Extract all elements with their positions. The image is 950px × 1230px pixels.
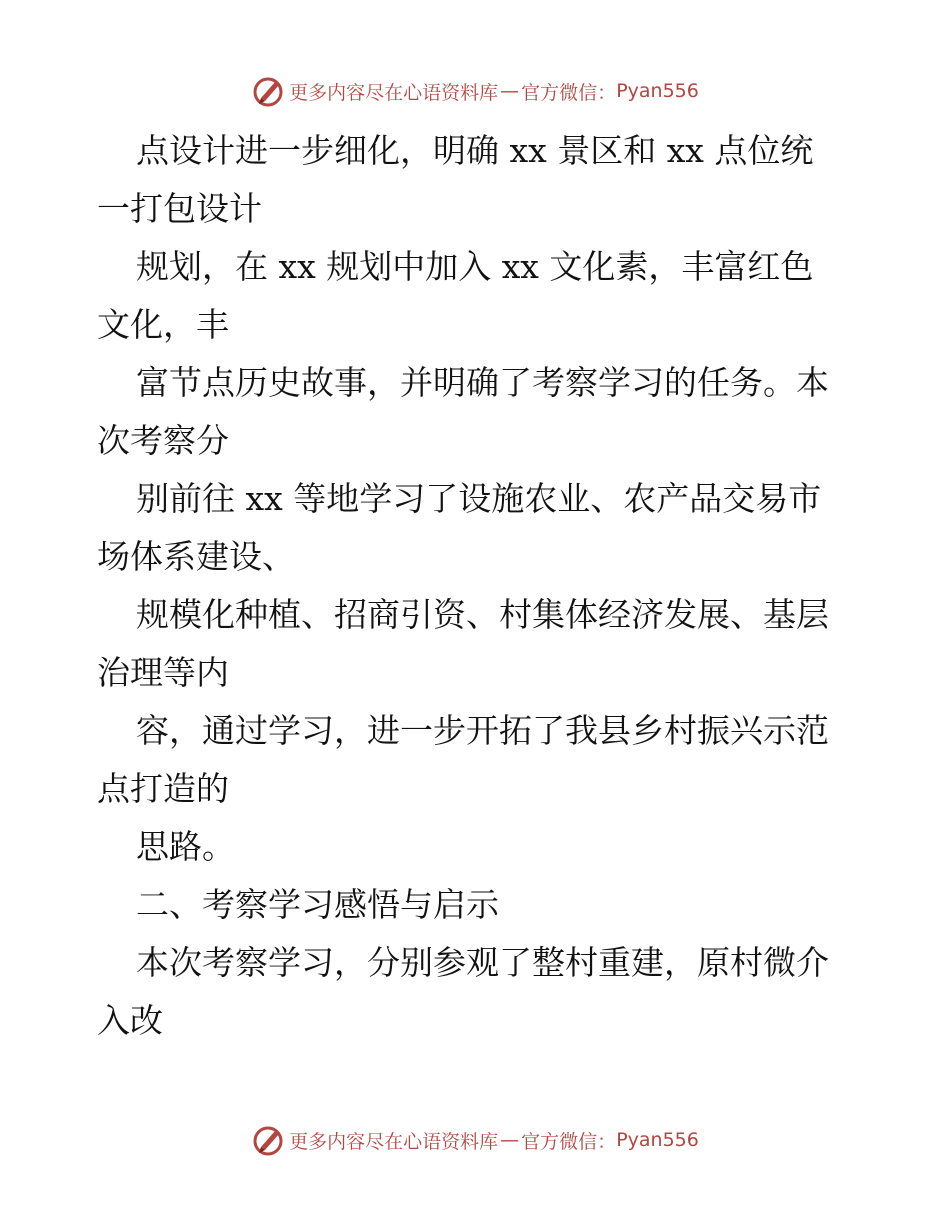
body-line: 本次考察学习，分别参观了整村重建，原村微介 [136,943,829,982]
header-banner [0,71,950,111]
body-line: 别前往 xx 等地学习了设施农业、农产品交易市 [136,479,822,518]
banner-separator: — [500,80,520,102]
body-line: 入改 [97,1001,163,1040]
banner-separator: — [500,1129,520,1151]
body-line: 规模化种植、招商引资、村集体经济发展、基层 [136,595,829,634]
document-body [97,122,857,1050]
footer-banner [0,1120,950,1160]
promo-text: 更多内容尽在心语资料库 [289,81,499,104]
body-line: 一打包设计 [97,189,262,228]
body-line: 点设计进一步细化，明确 xx 景区和 xx 点位统 [136,131,814,170]
pen-logo-icon [251,1123,285,1157]
promo-text: 更多内容尽在心语资料库 [289,1130,499,1153]
body-line: 思路。 [136,827,235,866]
body-line: 治理等内 [97,653,229,692]
body-line: 文化，丰 [97,305,229,344]
wechat-label: 官方微信： [521,81,617,104]
pen-logo-icon [251,74,285,108]
wechat-label: 官方微信： [521,1130,617,1153]
wechat-id: Pyan556 [616,80,699,102]
body-line: 规划，在 xx 规划中加入 xx 文化素，丰富红色 [136,247,814,286]
body-line: 容，通过学习，进一步开拓了我县乡村振兴示范 [136,711,829,750]
body-line: 点打造的 [97,769,229,808]
section-heading: 二、考察学习感悟与启示 [136,885,499,924]
wechat-id: Pyan556 [616,1129,699,1151]
body-line: 次考察分 [97,421,229,460]
body-line: 场体系建设、 [97,537,295,576]
body-line: 富节点历史故事，并明确了考察学习的任务。本 [136,363,829,402]
